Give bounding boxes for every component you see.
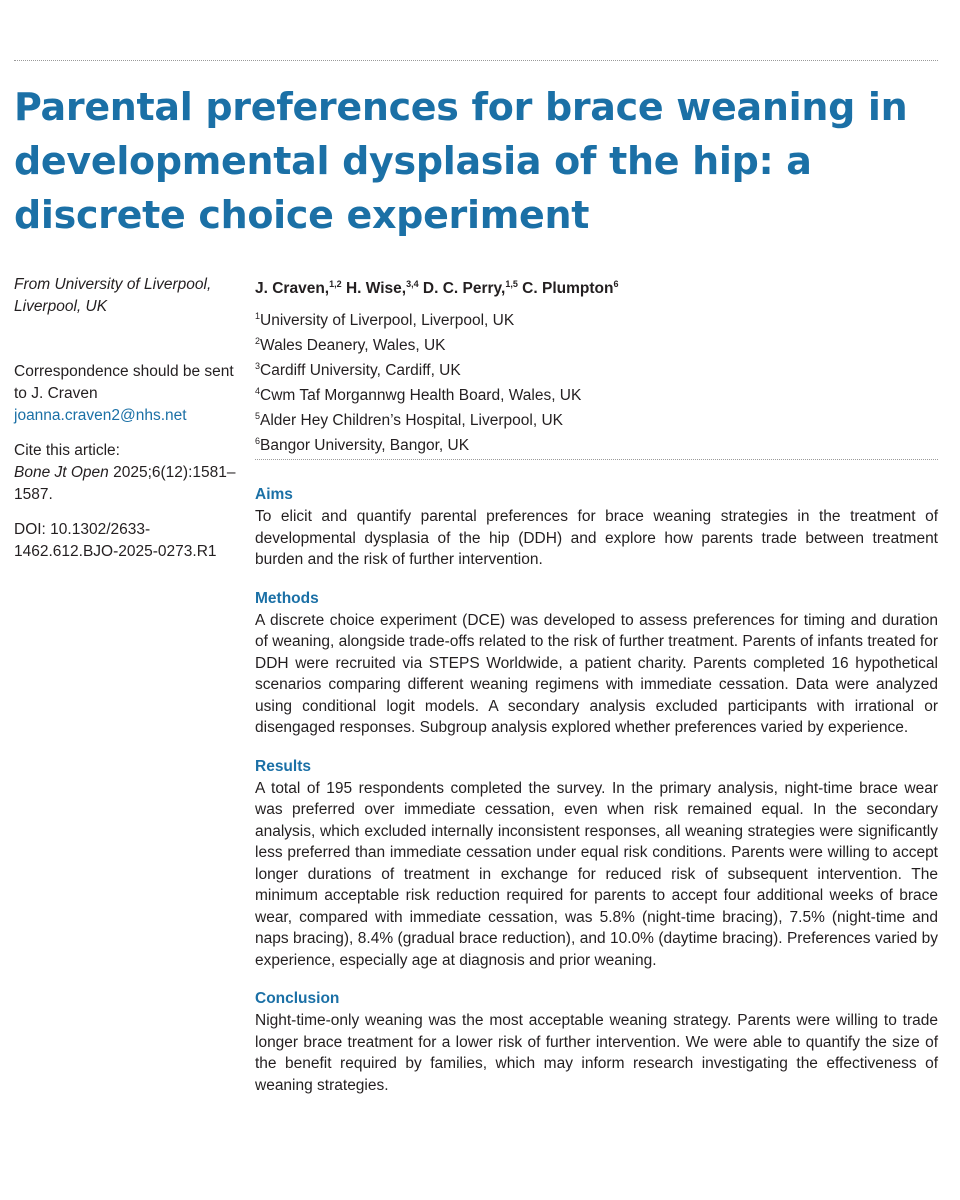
section-methods <box>255 588 938 739</box>
section-aims <box>255 484 938 571</box>
affiliation-note: From University of Liverpool, Liverpool, UK <box>14 276 212 315</box>
cite-journal: Bone Jt Open <box>14 464 109 481</box>
correspondence <box>14 361 236 427</box>
doi: DOI: 10.1302/2633-1462.612.BJO-2025-0273.R1 <box>14 521 217 560</box>
correspondence-text: Correspondence should be sent to J. Craven <box>14 363 234 402</box>
affiliation-item: $^5$Alder Hey Children’s Hospital, Liverpool, UK <box>255 411 563 429</box>
section-heading: Results <box>255 757 311 775</box>
affiliation-item: $^1$University of Liverpool, Liverpool, UK <box>255 311 515 329</box>
sidebar <box>14 274 236 563</box>
cite-details: 2025;6(12):1581–1587. <box>14 464 236 503</box>
citation <box>14 462 236 506</box>
correspondence-email-link[interactable]: joanna.craven2@nhs.net <box>14 407 187 424</box>
cite-label: Cite this article: <box>14 442 120 459</box>
author: C. Plumpton$^6$ <box>522 279 619 297</box>
section-conclusion <box>255 988 938 1096</box>
author-list <box>255 273 935 300</box>
section-heading: Conclusion <box>255 990 340 1007</box>
section-heading: Methods <box>255 589 319 607</box>
section-body: A discrete choice experiment (DCE) was developed to assess preferences for timing and duration of weaning, alongside trade-offs related to the risk of further treatment. Parents of infants treated for DDH were recruited via STEPS Worldwide, a patient charity. Parents completed 16 hypothetical scenarios comparing different weaning regimens with immediate cessation. Data were analyzed using conditional logit models. A secondary analysis excluded participants with irrational or disengaged responses. Subgroup analysis explored whether preferences varied by experience. <box>255 611 938 736</box>
author: H. Wise,$^{3,4}$ <box>345 279 419 297</box>
section-body: Night-time-only weaning was the most acceptable weaning strategy. Parents were willing to trade longer brace treatment for a lower risk of further intervention. We were able to quantify the size of the benefit required by families, which may inform research investigating the effectiveness of weaning strategies. <box>255 1012 938 1094</box>
affiliation-item: $^3$Cardiff University, Cardiff, UK <box>255 361 461 379</box>
affiliation-item: $^4$Cwm Taf Morgannwg Health Board, Wales, UK <box>255 386 582 404</box>
section-results <box>255 756 938 972</box>
author: D. C. Perry,$^{1,5}$ <box>422 279 518 297</box>
affiliation-list <box>255 306 935 456</box>
article-title: Parental preferences for brace weaning in developmental dysplasia of the hip: a discrete choice experiment <box>14 85 908 237</box>
author: J. Craven,$^{1,2}$ <box>255 279 342 297</box>
top-divider <box>14 60 938 61</box>
section-body: A total of 195 respondents completed the survey. In the primary analysis, night-time brace wear was preferred over immediate cessation, even when risk remained equal. In the secondary analysis, which excluded internally inconsistent responses, all weaning strategies were significantly less preferred than immediate cessation under equal risk conditions. Parents were willing to accept longer durations of treatment in exchange for reduced risk of subsequent intervention. The minimum acceptable risk reduction required for parents to accept four additional weeks of brace wear, compared with immediate cessation, was 5.8% (night-time bracing), 7.5% (night-time and naps bracing), 8.4% (gradual brace reduction), and 10.0% (daytime bracing). Preferences varied by experience, especially age at diagnosis and prior weaning. <box>255 779 938 969</box>
section-body: To elicit and quantify parental preferences for brace weaning strategies in the treatment of developmental dysplasia of the hip (DDH) and explore how parents trade between treatment burden and the risk of further intervention. <box>255 508 938 568</box>
section-heading: Aims <box>255 486 293 503</box>
abstract <box>255 484 938 1113</box>
abstract-divider <box>255 459 938 460</box>
affiliation-item: $^2$Wales Deanery, Wales, UK <box>255 336 446 354</box>
affiliation-item: $^6$Bangor University, Bangor, UK <box>255 436 470 454</box>
